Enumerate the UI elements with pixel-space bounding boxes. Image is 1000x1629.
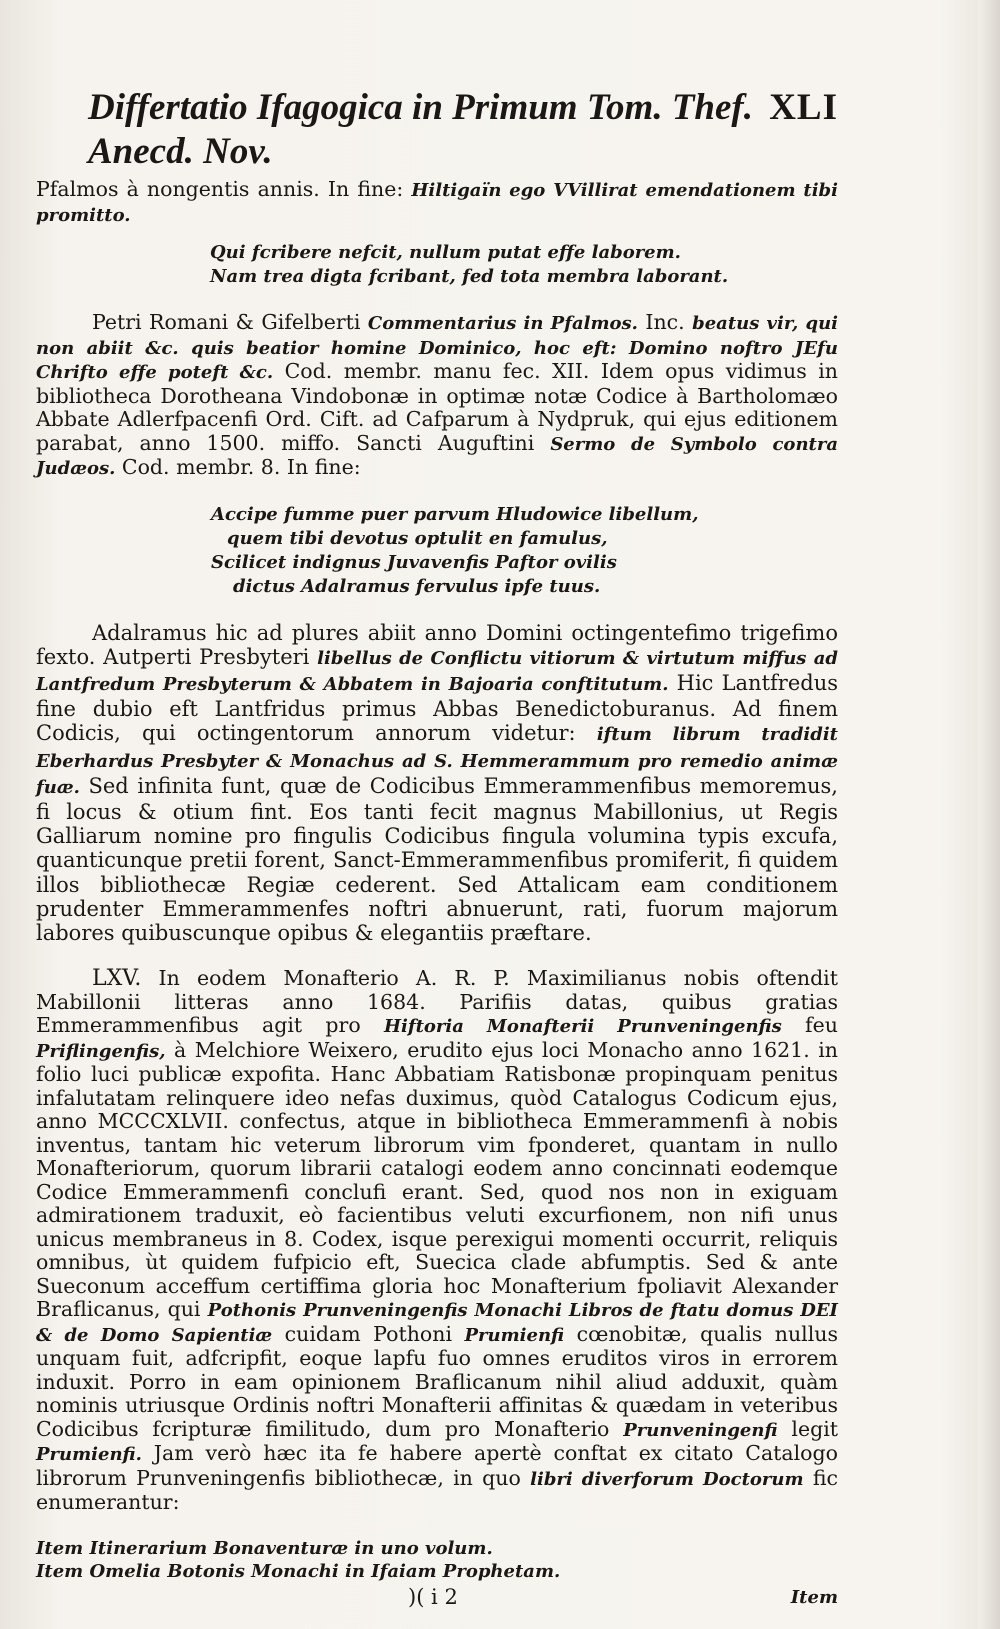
text-run: Hic Lantfredus fine dubio eft Lantfridus primus Abbas Benedictoburanus. Ad finem Codicis, qui octingentorum annorum videtur: bbox=[36, 670, 838, 746]
verse-line: quem tibi devotus optulit en famulus, bbox=[227, 527, 608, 549]
verse-colophon-2 bbox=[211, 503, 838, 599]
italic-run: Hiltigaïn ego VVillirat emendationem tibi promitto. bbox=[36, 180, 838, 226]
paragraph-adalramus bbox=[36, 621, 838, 946]
italic-run: Hiftoria Monafterii Prunveningenfis bbox=[383, 1016, 782, 1038]
italic-run: Prumienfi. bbox=[36, 1444, 142, 1466]
verse-line: Qui fcribere nefcit, nullum putat effe laborem. bbox=[210, 242, 681, 263]
verse-colophon-1 bbox=[210, 241, 838, 289]
italic-run: Pothonis Prunveningenfis Monachi Libros de ftatu domus DEI & de Domo Sapientiæ bbox=[36, 1300, 838, 1346]
text-run: Petri Romani & Gifelberti bbox=[92, 310, 361, 334]
italic-run: Priflingenfis, bbox=[36, 1040, 166, 1062]
text-run: Inc. bbox=[645, 310, 685, 334]
page-edge bbox=[978, 0, 1000, 1629]
text-run: Jam verò hæc ita fe habere apertè conftat ex citato Catalogo librorum Prunveningenfis bibliothecæ, in quo bbox=[36, 1441, 838, 1490]
text-run: Pfalmos à nongentis annis. In fine: bbox=[36, 177, 404, 201]
catalog-item: Item Itinerarium Bonaventuræ in uno volum. bbox=[36, 1537, 493, 1559]
spacer bbox=[36, 227, 838, 241]
italic-run: libellus de Conflictu vitiorum & virtutum miffus ad Lantfredum Presbyterum & Abbatem in Bajoaria conftitutum. bbox=[36, 647, 838, 695]
verse-line: dictus Adalramus fervulus ipfe tuus. bbox=[233, 575, 601, 597]
text-run: à Melchiore Weixero, erudito ejus loci Monacho anno 1621. in folio luci publicæ expofita. Hanc Abbatiam Ratisbonæ propinquam penitus infalutatam relinquere ideo nefas duximus, quòd Catalogus Codicum ejus, anno MCCCXLVII. confectus, atque in bibliotheca Emmerammenfi à nobis inventus, tantam hic veterum librorum vim fponderet, quantam in nullo Monafteriorum, quorum librarii catalogi eodem anno concinnati eodemque Codice Emmerammenfi conclufi erant. Sed, quod nos non in exiguam admirationem traduxit, eò facientibus veluti excurfionem, non nifi unus unicus membraneus in 8. Codex, isque perexigui momenti occurrit, reliquis omnibus, ùt quidem fufpicio eft, Suecica clade abfumptis. Sed & ante Sueconum acceffum certiffima gloria hoc Monafterium fpoliavit Alexander Braflicanus, qui bbox=[36, 1037, 838, 1322]
italic-run: iftum librum tradidit Eberhardus Presbyter & Monachus ad S. Hemmerammum pro remedio animæ fuæ. bbox=[36, 724, 838, 798]
text-run: Sed infinita funt, quæ de Codicibus Emmerammenfibus memoremus, fi locus & otium fint. Eos tanti fecit magnus Mabillonius, ut Regis Galliarum nomine pro fingulis Codicibus fingula volumina typis excufa, quanticunque pretii forent, Sanct-Emmerammenfibus promiferit, fi quidem illos bibliothecæ Regiæ cederent. Sed Attalicam eam conditionem prudenter Emmerammenfes noftri abnuerunt, rati, fuorum majorum labores quibuscunque opibus & elegantiis præftare. bbox=[36, 773, 838, 945]
text-run: feu bbox=[805, 1013, 838, 1038]
section-number: LXV. bbox=[92, 966, 142, 992]
italic-run: Prunveningenfi bbox=[623, 1419, 778, 1441]
running-title: Differtatio Ifagogica in Primum Tom. Thef. Anecd. Nov. bbox=[88, 87, 753, 172]
paragraph-psalms-end bbox=[36, 178, 838, 227]
paragraph-lxv bbox=[36, 967, 838, 1515]
text-run: Cod. membr. 8. In fine: bbox=[121, 455, 361, 479]
text-run: In eodem Monafterio A. R. P. Maximilianus nobis oftendit Mabillonii litteras anno 1684. Parifiis datas, quibus gratias Emmerammenfibus agit pro bbox=[36, 966, 838, 1038]
text-run: cœnobitæ, qualis nullus unquam fuit, adfcripfit, eoque lapfu fuo omnes eruditos viros in errorem induxit. Porro in eam opinionem Braflicanum nihil aliud adduxit, quàm nominis utriusque Ordinis noftri Monafterii affinitas & quædam in veteribus Codicibus fcripturæ fimilitudo, dum pro Monafterio bbox=[36, 1321, 838, 1441]
text-run: legit bbox=[791, 1416, 838, 1441]
verse-line: Nam trea digta fcribant, fed tota membra laborant. bbox=[210, 266, 729, 287]
page-text bbox=[36, 86, 838, 1609]
paragraph-petri-romani bbox=[36, 311, 838, 481]
spacer bbox=[36, 481, 838, 503]
spacer bbox=[36, 599, 838, 621]
page-footer bbox=[36, 1586, 838, 1610]
signature-mark: )( i 2 bbox=[408, 1584, 458, 1609]
text-run: Cod. membr. manu fec. XII. Idem opus vidimus in bibliotheca Dorotheana Vindobonæ in optimæ notæ Codice à Bartholomæo Abbate Adlerfpacenfi Ord. Cift. ad Cafparum à Nydpruk, qui ejus editionem parabat, anno 1500. miffo. Sancti Auguftini bbox=[36, 359, 838, 455]
catalog-item: Item Omelia Botonis Monachi in Ifaiam Prophetam. bbox=[36, 1561, 561, 1583]
text-run: cuidam Pothoni bbox=[284, 1321, 453, 1346]
catchword: Item bbox=[790, 1586, 838, 1608]
running-header bbox=[88, 86, 838, 174]
folio-number: XLI bbox=[769, 87, 838, 128]
verse-line: Scilicet indignus Juvavenfis Paftor ovilis bbox=[211, 551, 617, 573]
italic-run: libri diverforum Doctorum bbox=[530, 1468, 804, 1490]
text-run: fic enumerantur: bbox=[36, 1465, 838, 1515]
verse-line: Accipe fumme puer parvum Hludowice libellum, bbox=[211, 503, 699, 525]
text-run: Adalramus hic ad plures abiit anno Domini octingentefimo trigefimo fexto. Autperti Presbyteri bbox=[36, 620, 838, 669]
italic-run: Sermo de Symbolo contra Judæos. bbox=[36, 433, 838, 479]
italic-run: Commentarius in Pfalmos. bbox=[367, 313, 638, 334]
catalog-items bbox=[36, 1537, 838, 1584]
spacer bbox=[36, 945, 838, 967]
spacer bbox=[36, 289, 838, 311]
italic-run: Prumienfi bbox=[464, 1324, 565, 1346]
italic-run: beatus vir, qui non abiit &c. quis beatior homine Dominico, hoc eft: Domino noftro JEfu Chrifto effe poteft &c. bbox=[36, 313, 838, 383]
